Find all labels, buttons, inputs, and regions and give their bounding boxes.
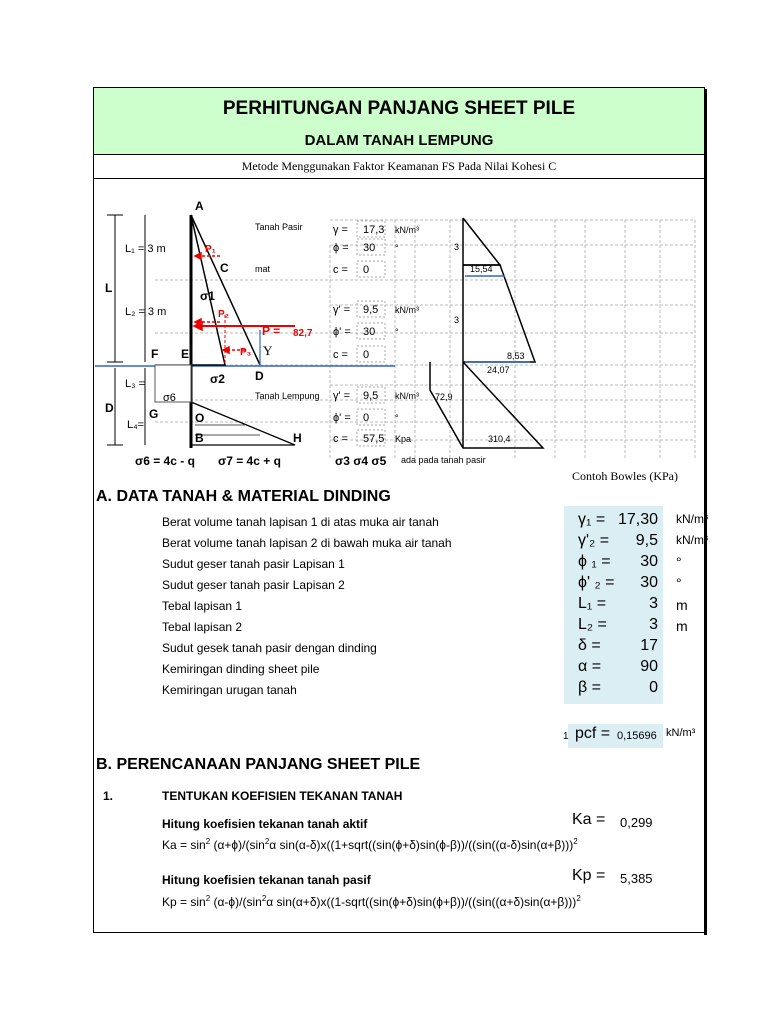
label-y: Y [263,343,273,358]
pressure-853: 8,53 [507,351,525,361]
pressure-729: 72,9 [435,392,453,402]
row-label: Kemiringan dinding sheet pile [162,662,320,676]
label-p: P = [262,324,281,338]
conversion-factor-left: 1 [563,731,569,742]
ka-title: Hitung koefisien tekanan tanah aktif [162,817,368,831]
label-p1: P₁ [205,244,216,255]
ka-formula: $Ka = \sin^2 (\alpha+\phi)/(\sin^2\alpha$ $\sin(\alpha-\delta)x((1+sqrt((\sin(\phi+\delta)\sin(\phi-\beta))/((\sin((\alpha-\delta)\sin(\alpha+\beta)))^2$ [162,837,578,852]
row-value[interactable]: 3 [649,595,658,612]
label-l: L [105,281,113,295]
pressure-3104: 310,4 [488,434,511,444]
step-number: 1. [103,789,114,803]
row-value[interactable]: 17 [640,637,658,654]
prop-symbol: c = [333,349,348,361]
label-a: A [195,199,204,213]
prop-unit: Kpa [395,434,412,444]
right-diagram-top [463,218,500,265]
row-symbol: ϕ ₁ = [578,553,611,570]
layer-pasir: Tanah Pasir [255,222,303,232]
prop-unit: ° [395,327,399,337]
prop-symbol: γ' = [333,390,351,402]
row-value[interactable]: 30 [640,553,658,570]
row-unit: m [676,597,688,613]
row-symbol: δ = [578,637,601,654]
page-title: PERHITUNGAN PANJANG SHEET PILE [222,98,576,119]
row-label: Tebal lapisan 2 [162,620,243,634]
prop-value: 30 [363,242,376,254]
pressure-3b: 3 [454,315,460,325]
pressure-2407: 24,07 [487,365,510,375]
prop-unit: kN/m³ [395,305,419,315]
header-band [94,88,704,155]
prop-symbol: ϕ' = [333,412,351,424]
prop-value-box [357,409,385,425]
label-sigma2: σ2 [210,372,225,386]
label-p2: P₂ [218,309,230,320]
row-label: Berat volume tanah lapisan 2 di bawah muka air tanah [162,536,452,550]
row-label: Tebal lapisan 1 [162,599,243,613]
row-value[interactable]: 9,5 [635,532,658,549]
prop-value: 17,3 [363,224,385,236]
ka-value: 0,299 [620,815,653,830]
row-unit: kN/m³ [676,512,708,526]
label-d-depth: D [105,401,114,415]
label-l2: L₂ = 3 m [125,306,167,318]
prop-value: 0 [363,412,370,424]
prop-unit: ° [395,413,399,423]
prop-unit: ° [395,243,399,253]
prop-value-box [357,261,385,277]
conversion-symbol: pcf = [575,725,611,742]
label-sigma345: σ3 σ4 σ5 [335,454,387,468]
prop-symbol: c = [333,264,348,276]
row-label: Sudut gesek tanah pasir dengan dinding [162,641,377,655]
layer-mat: mat [255,264,271,274]
row-label: Sudut geser tanah pasir Lapisan 1 [162,557,345,571]
row-value[interactable]: 3 [649,616,658,633]
row-unit: ° [676,554,682,570]
row-symbol: β = [578,679,601,696]
sheet-pile-diagram [95,190,705,475]
row-value[interactable]: 17,30 [617,511,658,528]
label-c: C [220,261,229,275]
prop-unit: kN/m³ [395,225,419,235]
label-p3: P₃ [240,347,252,358]
row-label: Berat volume tanah lapisan 1 di atas muka air tanah [162,515,439,529]
pressure-3a: 3 [454,242,460,252]
label-h: H [293,431,302,445]
row-value[interactable]: 90 [640,658,658,675]
example-note: Contoh Bowles (KPa) [572,469,678,483]
prop-symbol: γ' = [333,304,351,316]
grid-lines [155,220,695,460]
row-value[interactable]: 0 [649,679,658,696]
kp-formula: $Kp = \sin^2 (\alpha-\phi)/(\sin^2\alpha$ $\sin(\alpha+\delta)x((1-sqrt((\sin(\phi+\delta)\sin(\phi+\beta))/((\sin((\alpha+\delta)\sin(\alpha+\beta)))^2$ [162,894,581,909]
label-f: F [151,347,159,361]
right-diagram-mid [463,265,535,362]
prop-symbol: c = [333,433,348,445]
method-caption: Metode Menggunakan Faktor Keamanan FS Pada Nilai Kohesi C [94,154,704,179]
row-label: Kemiringan urugan tanah [162,683,297,697]
prop-value-box [357,346,385,362]
prop-value: 9,5 [363,304,379,316]
row-symbol: α = [578,658,602,675]
step-title: TENTUKAN KOEFISIEN TEKANAN TANAH [162,789,403,803]
label-o: O [195,411,205,425]
prop-value: 30 [363,326,376,338]
prop-unit: kN/m³ [395,391,419,401]
label-bottom-note: ada pada tanah pasir [401,455,486,465]
label-l1: L₁ = 3 m [125,243,166,255]
row-unit: kN/m³ [676,533,708,547]
layer-names [255,222,320,401]
kp-title: Hitung koefisien tekanan tanah pasif [162,873,371,887]
prop-value: 0 [363,264,370,276]
page-subtitle: DALAM TANAH LEMPUNG [304,132,494,149]
label-e: E [181,347,190,361]
section-a-heading: A. DATA TANAH & MATERIAL DINDING [96,488,391,505]
label-sigma1: σ1 [200,289,215,303]
label-d: D [255,369,264,383]
bottom-labels [135,454,486,468]
row-symbol: L₂ = [578,616,607,633]
row-symbol: γ'₂ = [578,532,610,549]
row-value[interactable]: 30 [640,574,658,591]
prop-symbol: ϕ' = [333,326,351,338]
conversion-unit: kN/m³ [666,727,696,739]
row-unit: m [676,618,688,634]
row-symbol: ϕ' ₂ = [578,574,615,591]
row-symbol: L₁ = [578,595,607,612]
label-b: B [195,431,204,445]
ka-symbol: Ka = [572,811,606,828]
prop-value: 0 [363,349,370,361]
label-l4: L₄= [127,419,145,431]
row-symbol: γ₁ = [578,511,606,528]
row-label: Sudut geser tanah pasir Lapisan 2 [162,578,345,592]
prop-value: 9,5 [363,390,379,402]
label-sigma7-eq: σ7 = 4c + q [218,454,281,468]
kp-symbol: Kp = [572,867,606,884]
label-sigma6-eq: σ6 = 4c - q [135,454,195,468]
force-arrows [194,253,295,353]
label-l3: L₃ = [125,378,146,390]
kp-value: 5,385 [620,871,653,886]
prop-value: 57,5 [363,433,385,445]
prop-symbol: γ = [333,224,348,236]
dimension-labels [125,243,273,431]
label-sigma6: σ6 [163,392,176,404]
section-b-heading: B. PERENCANAAN PANJANG SHEET PILE [96,756,421,773]
prop-symbol: ϕ = [333,242,349,254]
label-p-value: 82,7 [293,328,313,339]
conversion-value: 0,15696 [617,730,657,742]
layer-lempung: Tanah Lempung [255,391,320,401]
label-g: G [149,407,159,421]
row-unit: ° [676,575,682,591]
pressure-1554: 15,54 [470,264,493,274]
